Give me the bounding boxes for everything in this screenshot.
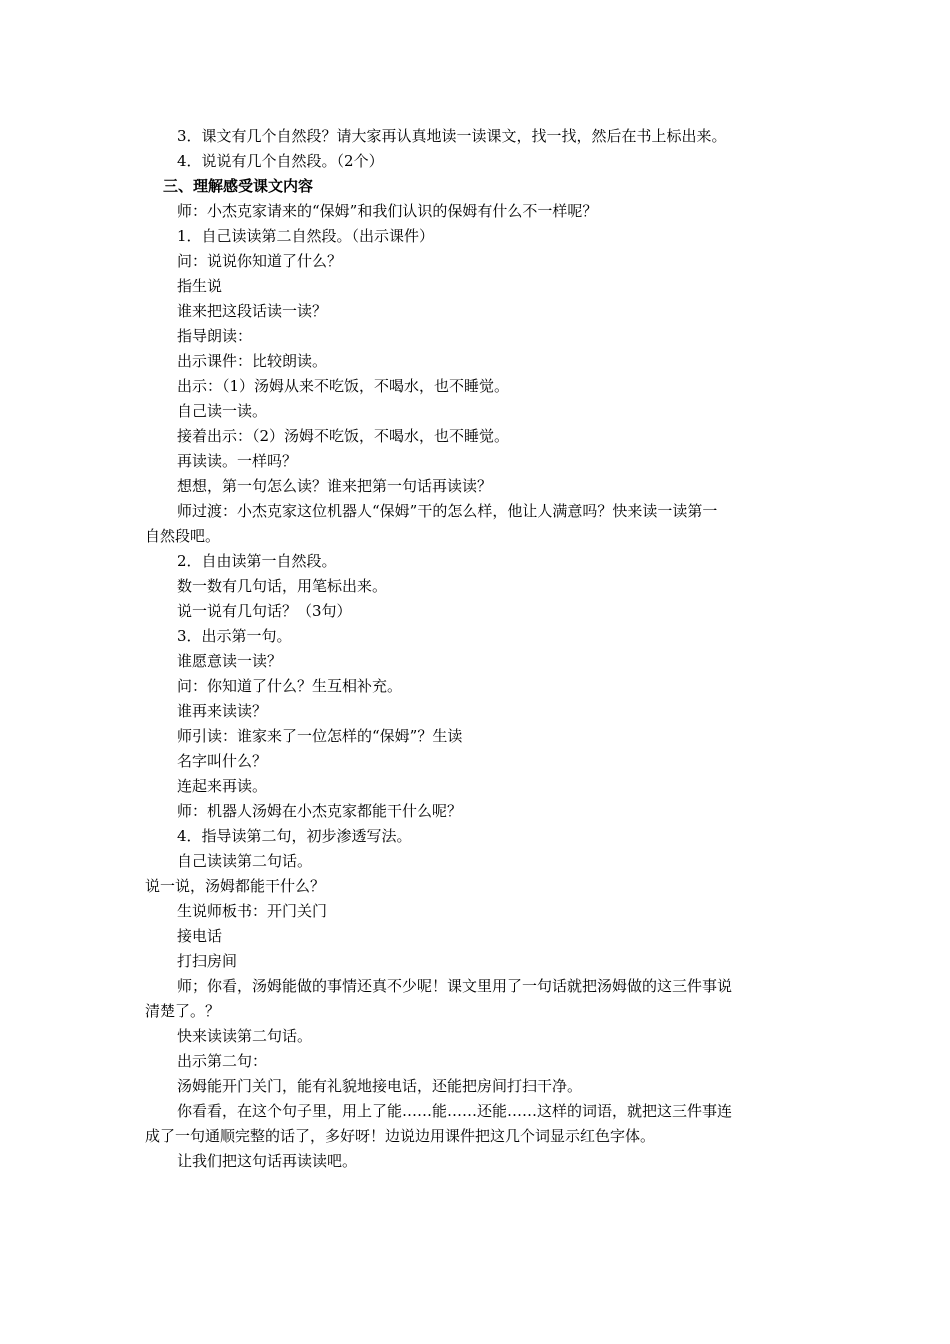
text-line: 谁来把这段话读一读？ <box>177 302 328 320</box>
text-line: 出示第二句： <box>177 1052 268 1070</box>
text-line: 出示：（1）汤姆从来不吃饭，不喝水，也不睡觉。 <box>177 377 510 395</box>
text-line: 师引读：谁家来了一位怎样的“保姆”？生读 <box>177 727 463 745</box>
text-line: 指导朗读： <box>177 327 253 345</box>
text-line: 3．出示第一句。 <box>177 627 292 645</box>
text-line: 指生说 <box>177 277 223 295</box>
text-line: 说一说，汤姆都能干什么？ <box>145 877 326 895</box>
text-line: 师：小杰克家请来的“保姆”和我们认识的保姆有什么不一样呢？ <box>177 202 598 220</box>
text-line: 连起来再读。 <box>177 777 268 795</box>
text-line: 4．指导读第二句，初步渗透写法。 <box>177 827 412 845</box>
text-line: 2．自由读第一自然段。 <box>177 552 337 570</box>
text-line: 自己读一读。 <box>177 402 268 420</box>
text-line: 生说师板书：开门关门 <box>177 902 328 920</box>
text-line: 快来读读第二句话。 <box>177 1027 313 1045</box>
text-line: 接着出示：（2）汤姆不吃饭，不喝水，也不睡觉。 <box>177 427 510 445</box>
text-line: 数一数有几句话，用笔标出来。 <box>177 577 388 595</box>
text-line: 谁愿意读一读？ <box>177 652 283 670</box>
section-heading: 三、理解感受课文内容 <box>163 177 314 195</box>
text-line: 想想，第一句怎么读？谁来把第一句话再读读？ <box>177 477 493 495</box>
text-line: 接电话 <box>177 927 223 945</box>
text-line: 出示课件：比较朗读。 <box>177 352 328 370</box>
text-line: 师：机器人汤姆在小杰克家都能干什么呢？ <box>177 802 463 820</box>
text-line: 汤姆能开门关门，能有礼貌地接电话，还能把房间打扫干净。 <box>177 1077 583 1095</box>
text-line: 3．课文有几个自然段？请大家再认真地读一读课文，找一找，然后在书上标出来。 <box>177 127 727 145</box>
text-line: 4．说说有几个自然段。（2个） <box>177 152 384 170</box>
text-line: 清楚了。？ <box>145 1002 221 1020</box>
text-line: 师；你看，汤姆能做的事情还真不少呢！课文里用了一句话就把汤姆做的这三件事说 <box>177 977 733 995</box>
text-line: 打扫房间 <box>177 952 238 970</box>
text-line: 问：你知道了什么？生互相补充。 <box>177 677 403 695</box>
text-line: 师过渡：小杰克家这位机器人“保姆”干的怎么样，他让人满意吗？快来读一读第一 <box>177 502 718 520</box>
text-line: 成了一句通顺完整的话了，多好呀！边说边用课件把这几个词显示红色字体。 <box>145 1127 656 1145</box>
text-line: 问：说说你知道了什么？ <box>177 252 343 270</box>
text-line: 自己读读第二句话。 <box>177 852 313 870</box>
text-line: 名字叫什么？ <box>177 752 268 770</box>
text-line: 说一说有几句话？（3句） <box>177 602 352 620</box>
text-line: 你看看，在这个句子里，用上了能……能……还能……这样的词语，就把这三件事连 <box>177 1102 733 1120</box>
text-line: 谁再来读读？ <box>177 702 268 720</box>
text-line: 1．自己读读第二自然段。（出示课件） <box>177 227 435 245</box>
text-line: 再读读。一样吗？ <box>177 452 298 470</box>
text-line: 自然段吧。 <box>145 527 221 545</box>
text-line: 让我们把这句话再读读吧。 <box>177 1152 358 1170</box>
